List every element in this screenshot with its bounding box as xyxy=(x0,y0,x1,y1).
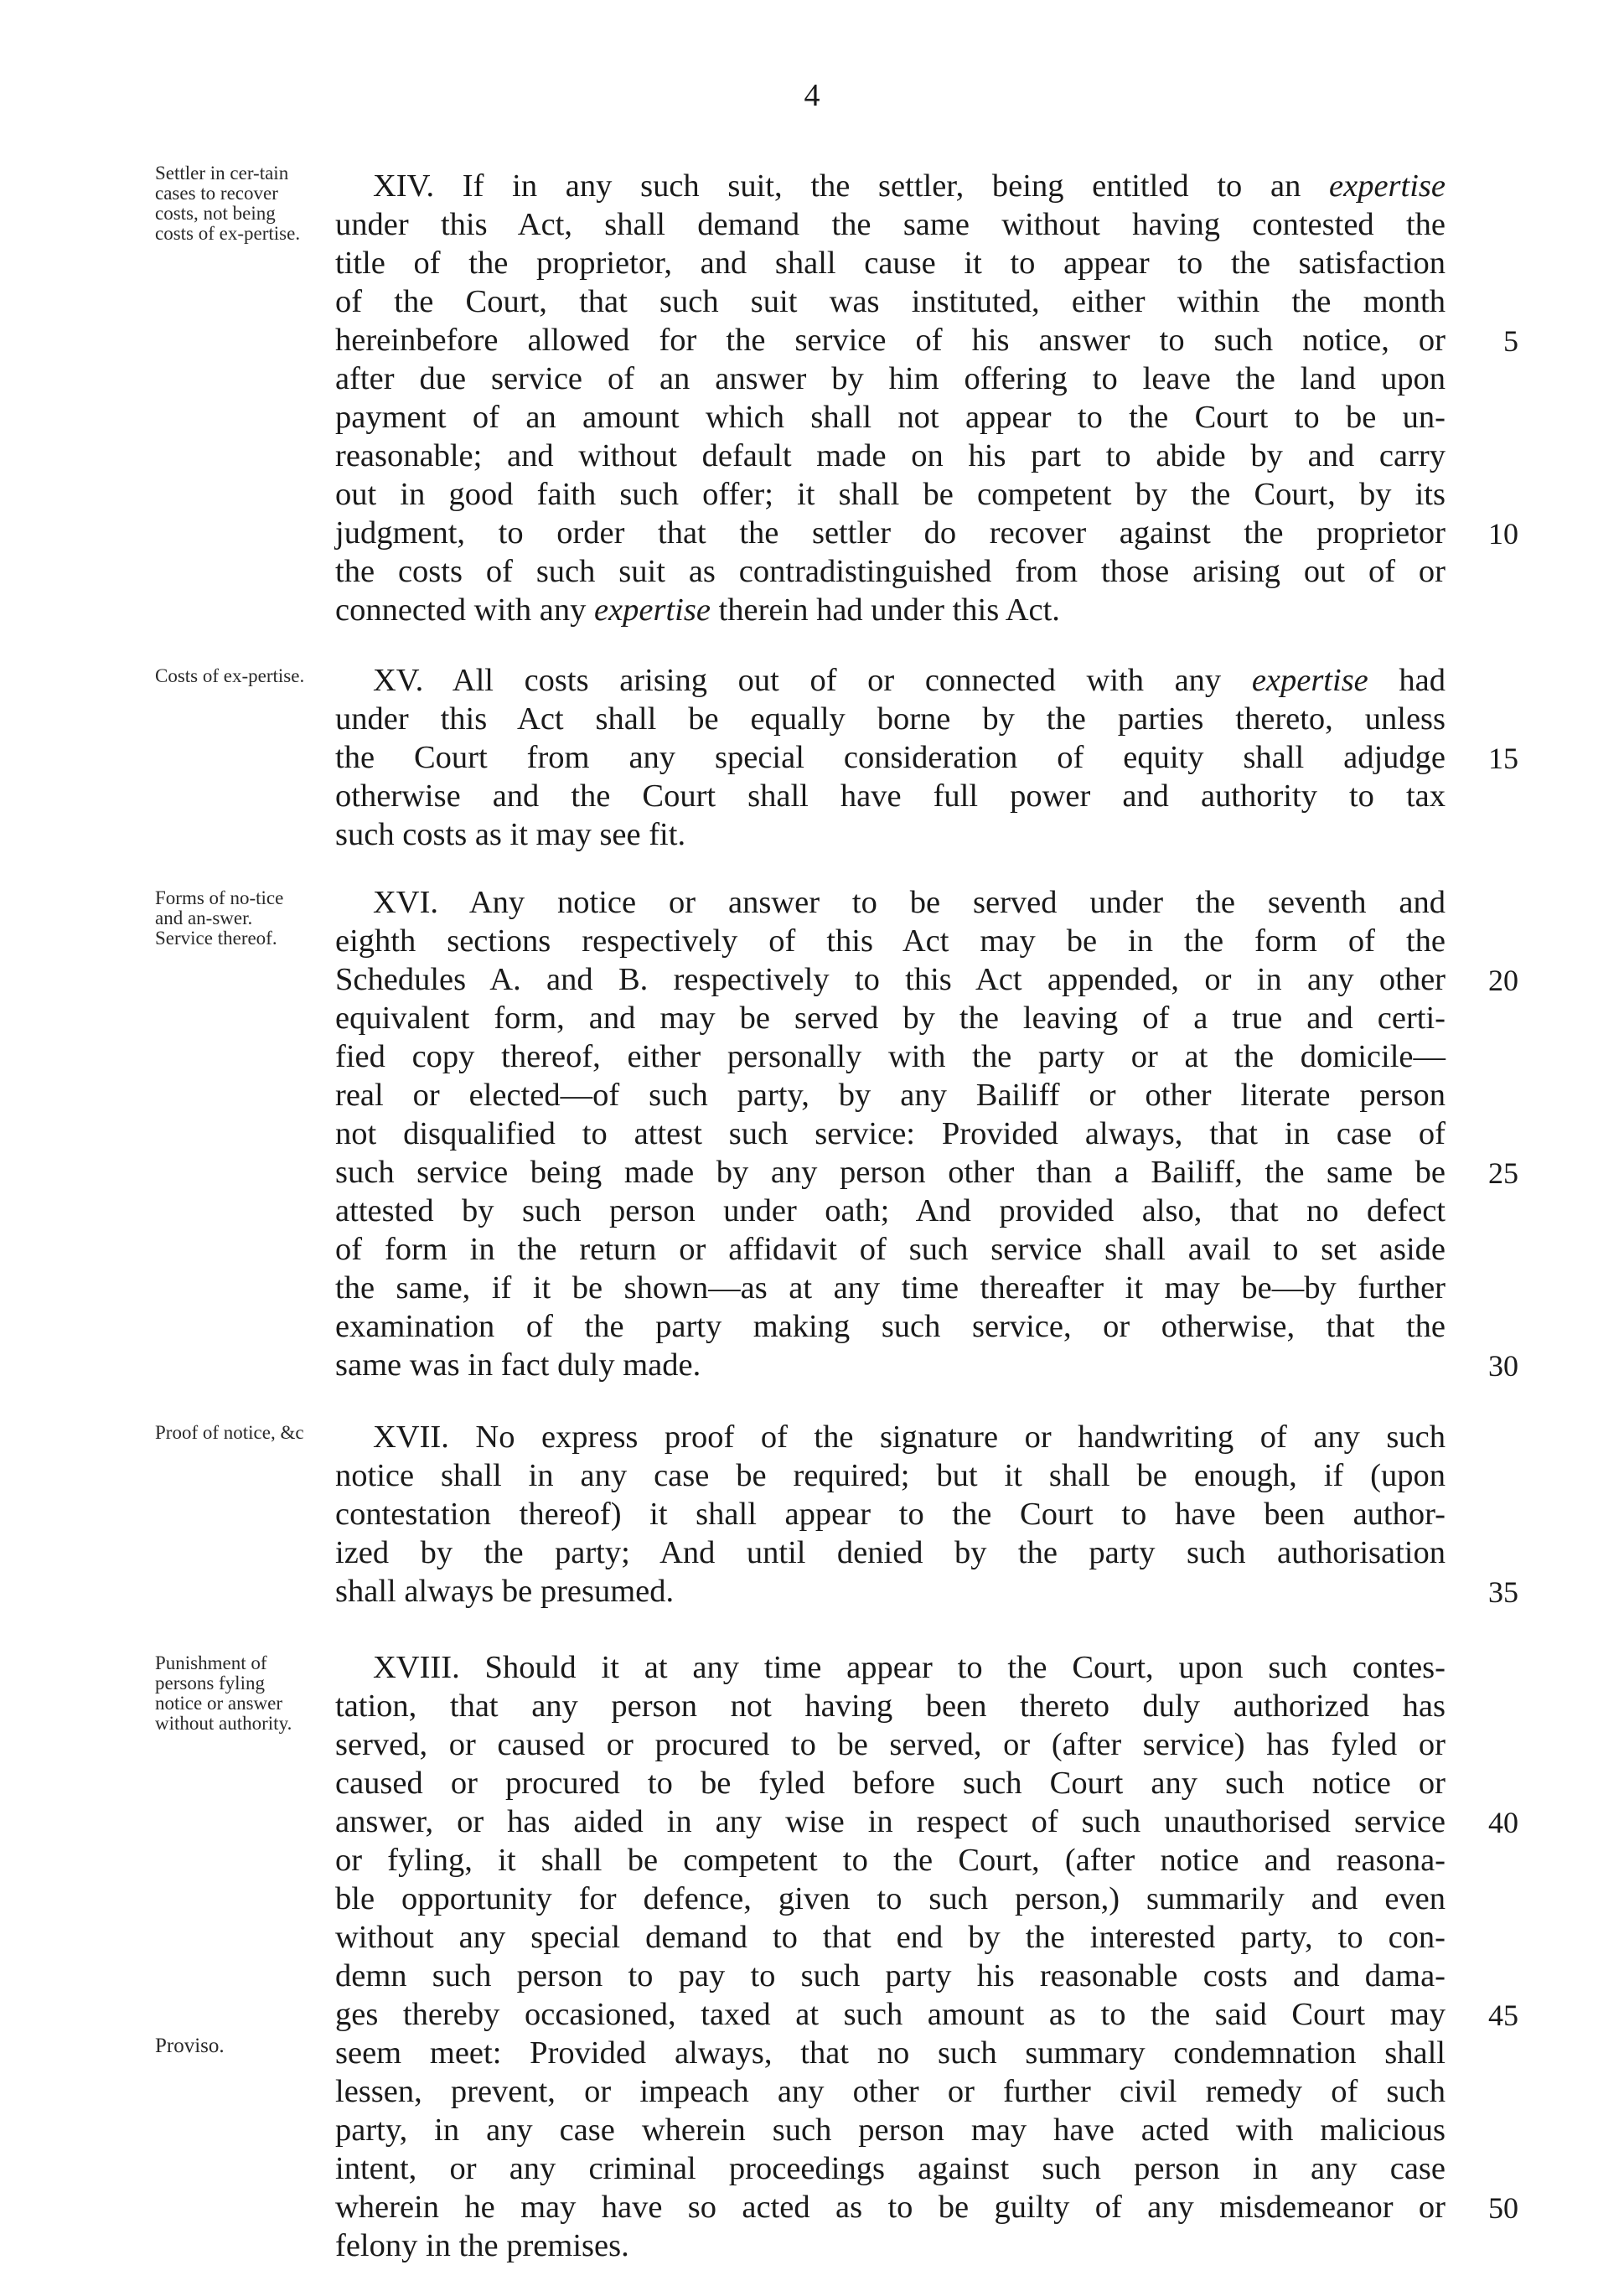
sidenote-xvii: Proof of notice, &c xyxy=(155,1422,304,1443)
sidenote-xv: Costs of ex-pertise. xyxy=(155,665,305,686)
line-number: 10 xyxy=(1488,517,1518,551)
body-line: the same, if it be shown—as at any time thereafter it may be—by further xyxy=(335,1270,1446,1306)
body-line: notice shall in any case be required; but it shall be enough, if (upon xyxy=(335,1458,1446,1493)
body-line: fied copy thereof, either personally with the party or at the domicile— xyxy=(335,1039,1446,1074)
italic-term: expertise xyxy=(1251,663,1368,698)
body-line: caused or procured to be fyled before such Court any such notice or xyxy=(335,1766,1446,1801)
line-number: 35 xyxy=(1488,1575,1518,1609)
body-line: without any special demand to that end by the interested party, to con- xyxy=(335,1920,1446,1955)
body-line: contestation thereof) it shall appear to the Court to have been author- xyxy=(335,1497,1446,1532)
sidenote-xiv: Settler in cer-tain cases to recover costs, not being costs of ex-pertise. xyxy=(155,163,301,244)
line-number: 20 xyxy=(1488,964,1518,997)
body-line: of form in the return or affidavit of such service shall avail to set aside xyxy=(335,1232,1446,1267)
italic-term: expertise xyxy=(1329,168,1446,204)
body-line: ges thereby occasioned, taxed at such amount as to the said Court may xyxy=(335,1997,1446,2032)
body-line: not disqualified to attest such service: Provided always, that in case of xyxy=(335,1116,1446,1151)
line-number: 45 xyxy=(1488,1999,1518,2032)
body-line: ized by the party; And until denied by the party such authorisation xyxy=(335,1535,1446,1570)
sidenote-xviii: Punishment of persons fyling notice or answer without authority. xyxy=(155,1652,292,1734)
body-line: XIV. If in any such suit, the settler, being entitled to an expertise xyxy=(373,168,1446,204)
body-line: served, or caused or procured to be served, or (after service) has fyled or xyxy=(335,1727,1446,1762)
body-line: attested by such person under oath; And provided also, that no defect xyxy=(335,1193,1446,1228)
body-line: real or elected—of such party, by any Bailiff or other literate person xyxy=(335,1078,1446,1113)
body-line: the Court from any special consideration of equity shall adjudge xyxy=(335,740,1446,775)
body-line: hereinbefore allowed for the service of his answer to such notice, or xyxy=(335,323,1446,358)
body-line: XVIII. Should it at any time appear to the Court, upon such contes- xyxy=(373,1650,1446,1685)
body-line: eighth sections respectively of this Act may be in the form of the xyxy=(335,923,1446,959)
sidenote-proviso: Proviso. xyxy=(155,2035,225,2057)
line-number: 5 xyxy=(1503,324,1518,358)
body-line: such costs as it may see fit. xyxy=(335,817,686,852)
line-number: 30 xyxy=(1488,1349,1518,1383)
body-line: connected with any expertise therein had under this Act. xyxy=(335,592,1060,628)
italic-term: expertise xyxy=(593,592,711,628)
body-line: tation, that any person not having been thereto duly authorized has xyxy=(335,1688,1446,1724)
body-line: out in good faith such offer; it shall be competent by the Court, by its xyxy=(335,477,1446,512)
body-line: otherwise and the Court shall have full power and authority to tax xyxy=(335,778,1446,814)
body-line: ble opportunity for defence, given to such person,) summarily and even xyxy=(335,1881,1446,1916)
line-number: 40 xyxy=(1488,1806,1518,1839)
body-line: felony in the premises. xyxy=(335,2228,629,2263)
body-line: reasonable; and without default made on his part to abide by and carry xyxy=(335,438,1446,473)
body-line: XVII. No express proof of the signature or handwriting of any such xyxy=(373,1419,1446,1455)
body-line: demn such person to pay to such party his reasonable costs and dama- xyxy=(335,1958,1446,1993)
page-number: 4 xyxy=(804,78,820,113)
body-line: Schedules A. and B. respectively to this Act appended, or in any other xyxy=(335,962,1446,997)
body-line: party, in any case wherein such person may have acted with malicious xyxy=(335,2112,1446,2148)
body-line: such service being made by any person other than a Bailiff, the same be xyxy=(335,1155,1446,1190)
body-line: lessen, prevent, or impeach any other or further civil remedy of such xyxy=(335,2074,1446,2109)
line-number: 50 xyxy=(1488,2191,1518,2225)
body-line: judgment, to order that the settler do recover against the proprietor xyxy=(335,515,1446,551)
body-line: examination of the party making such service, or otherwise, that the xyxy=(335,1309,1446,1344)
body-line: under this Act, shall demand the same without having contested the xyxy=(335,207,1446,242)
body-line: same was in fact duly made. xyxy=(335,1347,701,1383)
body-line: XV. All costs arising out of or connected with any expertise had xyxy=(373,663,1446,698)
sidenote-xvi: Forms of no-tice and an-swer. Service thereof. xyxy=(155,887,284,949)
body-line: after due service of an answer by him offering to leave the land upon xyxy=(335,361,1446,396)
body-line: wherein he may have so acted as to be guilty of any misdemeanor or xyxy=(335,2190,1446,2225)
body-line: seem meet: Provided always, that no such summary condemnation shall xyxy=(335,2035,1446,2071)
body-line: title of the proprietor, and shall cause it to appear to the satisfaction xyxy=(335,246,1446,281)
body-line: shall always be presumed. xyxy=(335,1574,675,1609)
body-line: XVI. Any notice or answer to be served under the seventh and xyxy=(373,885,1446,920)
body-line: under this Act shall be equally borne by the parties thereto, unless xyxy=(335,701,1446,737)
body-line: intent, or any criminal proceedings against such person in any case xyxy=(335,2151,1446,2186)
body-line: or fyling, it shall be competent to the Court, (after notice and reasona- xyxy=(335,1843,1446,1878)
body-line: answer, or has aided in any wise in respect of such unauthorised service xyxy=(335,1804,1446,1839)
body-line: equivalent form, and may be served by the leaving of a true and certi- xyxy=(335,1001,1446,1036)
body-line: of the Court, that such suit was instituted, either within the month xyxy=(335,284,1446,319)
line-number: 15 xyxy=(1488,742,1518,775)
body-line: the costs of such suit as contradistinguished from those arising out of or xyxy=(335,554,1446,589)
line-number: 25 xyxy=(1488,1156,1518,1190)
body-line: payment of an amount which shall not appear to the Court to be un- xyxy=(335,400,1446,435)
